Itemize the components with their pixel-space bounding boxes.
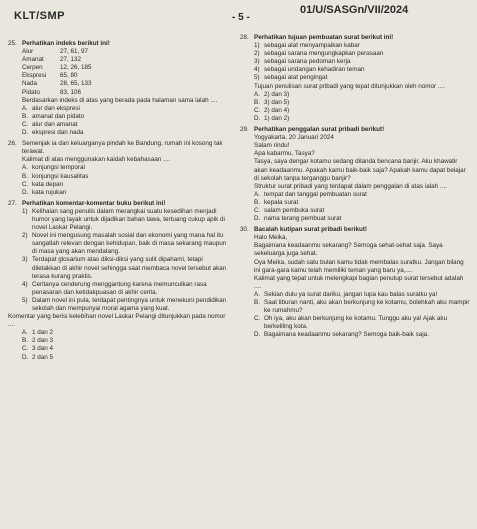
option-text: Sekian dulu ya surat dariku, jangan lupa kau balas suratku ya! — [264, 290, 438, 298]
index-pages: 83, 106 — [60, 88, 82, 96]
question-prompt: Semenjak ia dan keluarganya pindah ke Bandung, rumah ini kosong tak terawat. — [22, 140, 223, 156]
list-item — [254, 66, 470, 74]
option-text: 2 dan 3 — [32, 337, 54, 345]
option-c[interactable] — [22, 121, 230, 129]
option-letter: A. — [22, 329, 28, 337]
question-stem: Tujuan penulisan surat pribadi yang tepat ditunjukkan oleh nomor .... — [254, 82, 445, 90]
purpose-list — [254, 42, 470, 82]
option-text: 2) dan 4) — [264, 106, 290, 114]
item-number: 4) — [22, 280, 28, 288]
list-item — [22, 297, 230, 313]
letter-line: Yogyakarta, 20 Januari 2024 — [254, 134, 334, 142]
question-number: 29. — [240, 126, 249, 134]
question-prompt: Perhatikan penggalan surat pribadi berikut! — [254, 126, 385, 134]
question-number: 25. — [8, 40, 17, 47]
option-text: kata depan — [32, 180, 64, 188]
index-term: Amanat — [22, 56, 44, 64]
index-pages: 65, 80 — [60, 72, 78, 80]
option-b[interactable] — [22, 113, 230, 121]
option-letter: C. — [22, 120, 29, 128]
item-number: 5) — [22, 296, 28, 304]
option-letter: C. — [22, 345, 29, 353]
question-prompt: Bacalah kutipan surat pribadi berikut! — [254, 226, 368, 234]
option-letter: A. — [22, 164, 28, 172]
list-item — [254, 74, 470, 82]
option-a[interactable] — [254, 91, 470, 99]
index-term: Pidato — [22, 88, 40, 96]
left-column — [8, 40, 230, 365]
option-text: 3 dan 4 — [32, 345, 54, 353]
exam-code: 01/U/SASGn/VII/2024 — [300, 4, 409, 16]
list-item — [22, 281, 230, 297]
index-pages: 27, 132 — [60, 56, 82, 64]
option-letter: A. — [254, 90, 260, 98]
item-number: 3) — [254, 58, 260, 66]
option-letter: D. — [22, 129, 29, 137]
letter-excerpt — [254, 134, 470, 223]
option-letter: A. — [254, 290, 260, 298]
option-text: amanat dan pidato — [32, 112, 85, 120]
option-letter: A. — [254, 190, 260, 198]
index-term: Cerpen — [22, 64, 43, 72]
option-text: nama terang pembuat surat — [264, 215, 342, 223]
index-pages: 28, 65, 133 — [60, 80, 92, 88]
index-table — [22, 48, 230, 97]
option-letter: D. — [254, 331, 261, 339]
list-item — [22, 208, 230, 232]
item-text: Terdapat glosarium atas diksi-diksi yang sulit dipahami, tetapi diletakkan di akhir novel sehingga saat membaca novel tersebut akan terasa kurang praktis. — [32, 256, 227, 280]
option-letter: B. — [254, 98, 260, 106]
option-letter: B. — [22, 172, 28, 180]
question-prompt: Perhatikan komentar-komentar buku berikut ini! — [22, 199, 166, 207]
option-text: 2) dan 3) — [264, 90, 290, 98]
option-b[interactable] — [22, 173, 230, 181]
index-pages: 12, 26, 185 — [60, 64, 92, 72]
option-a[interactable] — [22, 329, 230, 337]
page-number: - 5 - — [232, 12, 250, 23]
list-item — [254, 42, 470, 50]
item-text: Dalam novel ini pula, terdapat pentingnya untuk menekuni pendidikan sekolah dan mempunyai moral agama yang kuat. — [32, 296, 227, 312]
list-item — [254, 50, 470, 58]
list-item — [254, 58, 470, 66]
option-b[interactable] — [254, 199, 470, 207]
option-text: 1 dan 2 — [32, 329, 54, 337]
index-term: Alur — [22, 48, 34, 56]
letter-line: Bagaimana keadaanmu sekarang? Semoga sehat-sehat saja. Saya sekeluarga juga sehat. — [254, 242, 443, 258]
item-number: 3) — [22, 256, 28, 264]
item-text: sebagai undangan kehadiran teman — [264, 66, 365, 74]
option-d[interactable] — [22, 354, 230, 362]
question-prompt: Perhatikan indeks berikut ini! — [22, 40, 110, 47]
item-text: Ceritanya cenderung menggantung karena memunculkan rasa penasaran dan ketidakpuasan di akhir cerita. — [32, 280, 207, 296]
question-stem: Kalimat yang tepat untuk melengkapi bagian penutup surat tersebut adalah .... — [254, 274, 464, 290]
question-27 — [8, 200, 230, 362]
option-letter: C. — [254, 206, 261, 214]
option-text: konjungsi kausalitas — [32, 172, 89, 180]
option-c[interactable] — [22, 345, 230, 353]
letter-excerpt — [254, 234, 470, 339]
letter-line: Halo Meika, — [254, 234, 288, 242]
option-letter: D. — [22, 353, 29, 361]
right-column — [240, 34, 470, 342]
option-text: alur dan ekspresi — [32, 104, 80, 112]
option-letter: B. — [254, 198, 260, 206]
question-stem: Kalimat di atas menggunakan kaidah kebahasaan .... — [22, 156, 171, 164]
option-text: kata rujukan — [32, 188, 67, 196]
option-text: tempat dan tanggal pembuatan surat — [264, 190, 367, 198]
option-b[interactable] — [22, 337, 230, 345]
option-d[interactable] — [254, 115, 470, 123]
option-d[interactable] — [254, 215, 470, 223]
item-number: 4) — [254, 66, 260, 74]
option-c[interactable] — [254, 107, 470, 115]
option-letter: D. — [22, 188, 29, 196]
option-letter: D. — [254, 114, 261, 122]
question-28 — [240, 34, 470, 123]
option-d[interactable] — [22, 129, 230, 137]
index-term: Nada — [22, 80, 38, 88]
comment-list — [22, 208, 230, 313]
item-text: sebagai sarana pedoman kerja — [264, 58, 351, 66]
item-text: sebagai sarana mengungkapkan perasaan — [264, 50, 384, 58]
question-29 — [240, 126, 470, 223]
option-letter: C. — [254, 315, 261, 323]
letter-line: Tasya, saya dengar kotamu sedang dilanda bencana banjir. Aku khawatir akan keadaanmu. Apakah kamu baik-baik saja? Apakah kamu dapat belajar di sekolah tanpa terganggu banjir? — [254, 158, 466, 182]
option-text: kepala surat — [264, 198, 299, 206]
item-number: 1) — [254, 42, 260, 50]
option-text: alur dan amanat — [32, 120, 78, 128]
option-letter: D. — [254, 215, 261, 223]
question-25 — [8, 40, 230, 137]
item-number: 1) — [22, 207, 28, 215]
index-term: Ekspresi — [22, 72, 47, 80]
option-d[interactable] — [254, 331, 470, 339]
option-b[interactable] — [254, 99, 470, 107]
option-text: 1) dan 2) — [264, 114, 290, 122]
item-number: 2) — [254, 50, 260, 58]
question-stem: Berdasarkan indeks di atas yang berada pada halaman sama ialah .... — [22, 96, 218, 104]
option-b[interactable] — [254, 299, 470, 315]
option-text: konjungsi temporal — [32, 164, 85, 172]
option-letter: A. — [22, 104, 28, 112]
option-text: salam pembuka surat — [264, 206, 325, 214]
question-number: 30. — [240, 226, 249, 234]
item-text: Kelihaian sang penulis dalam merangkai suatu kesedihan menjadi humor yang layak untuk dijadikan bahan tawa, tertuang cukup apik di novel Laskar Pelangi. — [32, 207, 225, 232]
option-text: 2 dan 5 — [32, 353, 54, 361]
letter-line: Oya Meika, sudah satu bulan kamu tidak membalas suratku. Jangan bilang ini gara-gara kamu telah memiliki teman yang baru ya,.... — [254, 258, 464, 274]
option-a[interactable] — [22, 105, 230, 113]
question-stem: Komentar yang berisi kelebihan novel Laskar Pelangi ditunjukkan pada nomor .... — [8, 313, 226, 329]
item-text: sebagai alat menyampaikan kabar — [264, 42, 360, 50]
option-letter: B. — [22, 337, 28, 345]
item-number: 2) — [22, 232, 28, 240]
letter-line: Apa kabarmu, Tasya? — [254, 150, 315, 158]
option-a[interactable] — [254, 291, 470, 299]
option-text: Oh iya, aku akan berkunjung ke kotamu. Tunggu aku ya! Ajak aku berkeliling kota. — [264, 315, 448, 331]
question-26 — [8, 140, 230, 197]
option-text: 3) dan 5) — [264, 98, 290, 106]
option-a[interactable] — [254, 191, 470, 199]
index-pages: 27, 61, 97 — [60, 48, 89, 56]
header-code: KLT/SMP — [14, 10, 65, 22]
option-c[interactable] — [254, 207, 470, 215]
question-stem: Struktur surat pribadi yang terdapat dalam penggalan di atas ialah .... — [254, 182, 447, 190]
option-letter: B. — [22, 112, 28, 120]
option-d[interactable] — [22, 189, 230, 197]
option-letter: C. — [254, 106, 261, 114]
letter-line: Salam rindu! — [254, 142, 290, 150]
question-number: 28. — [240, 34, 249, 41]
question-number: 26. — [8, 140, 17, 148]
option-text: Bagaimana keadaanmu sekarang? Semoga baik-baik saja. — [264, 331, 429, 339]
option-a[interactable] — [22, 164, 230, 172]
question-30 — [240, 226, 470, 339]
item-number: 5) — [254, 74, 260, 82]
option-letter: C. — [22, 180, 29, 188]
option-c[interactable] — [254, 315, 470, 331]
list-item — [22, 256, 230, 280]
list-item — [22, 232, 230, 256]
option-text: ekspresi dan nada — [32, 129, 84, 137]
question-prompt: Perhatikan tujuan pembuatan surat berikut ini! — [254, 34, 394, 41]
question-number: 27. — [8, 199, 17, 207]
item-text: sebagai alat pengingat — [264, 74, 328, 82]
option-c[interactable] — [22, 181, 230, 189]
option-text: Saat liburan nanti, aku akan berkunjung ke kotamu, bolehkah aku mampir ke rumahmu? — [264, 299, 470, 315]
item-text: Novel ini mengusung masalah sosial dan ekonomi yang mana hal itu sangatlah relevan dengan kehidupan, baik di masa sekarang maupun di masa yang akan mendatang. — [32, 232, 227, 256]
option-letter: B. — [254, 299, 260, 306]
